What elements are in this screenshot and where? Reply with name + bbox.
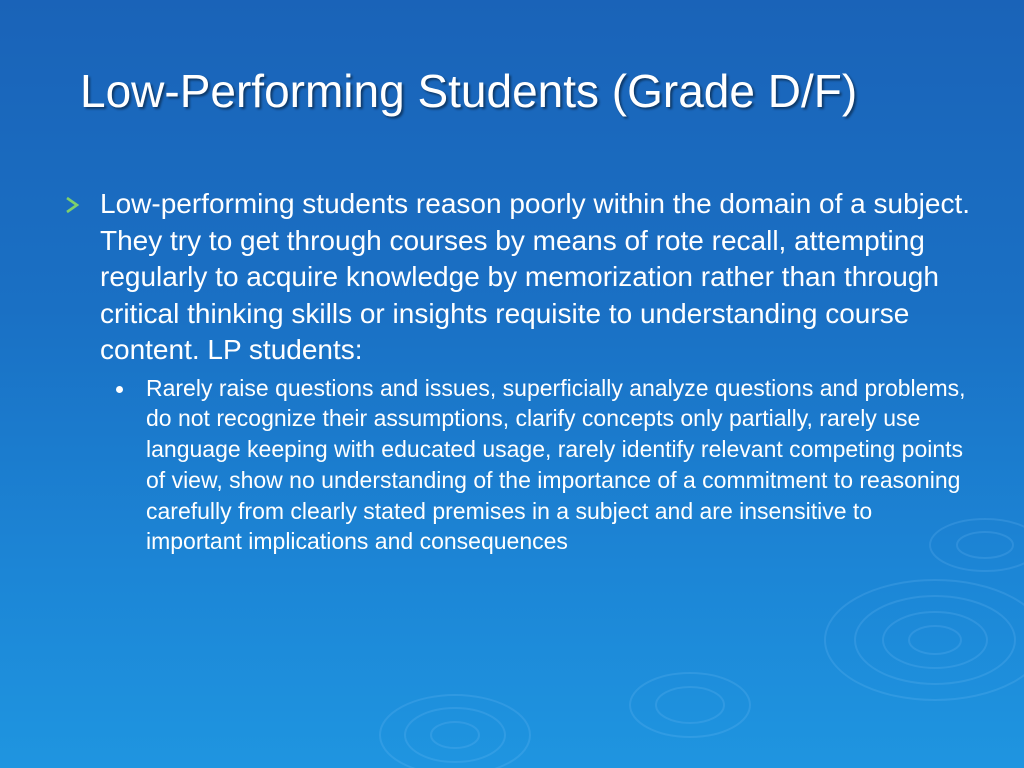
arrow-bullet-icon bbox=[64, 196, 82, 214]
sub-bullet-text: Rarely raise questions and issues, superficially analyze questions and problems, do not recognize their assumptions, clarify concepts only partially, rarely use language keeping with educated usage, rarely identify relevant competing points of view, show no understanding of the importance of a commitment to reasoning carefully from clearly stated premises in a subject and are insensitive to important implications and consequences bbox=[146, 374, 966, 555]
slide-title: Low-Performing Students (Grade D/F) bbox=[80, 65, 858, 117]
bullet-item bbox=[62, 186, 972, 369]
dot-bullet-icon bbox=[116, 386, 123, 393]
slide-body bbox=[62, 186, 972, 557]
sub-bullet-item bbox=[108, 373, 972, 558]
bullet-text: Low-performing students reason poorly within the domain of a subject. They try to get through courses by means of rote recall, attempting regularly to acquire knowledge by memorization rather than through critical thinking skills or insights requisite to understanding course content. LP students: bbox=[100, 188, 971, 365]
